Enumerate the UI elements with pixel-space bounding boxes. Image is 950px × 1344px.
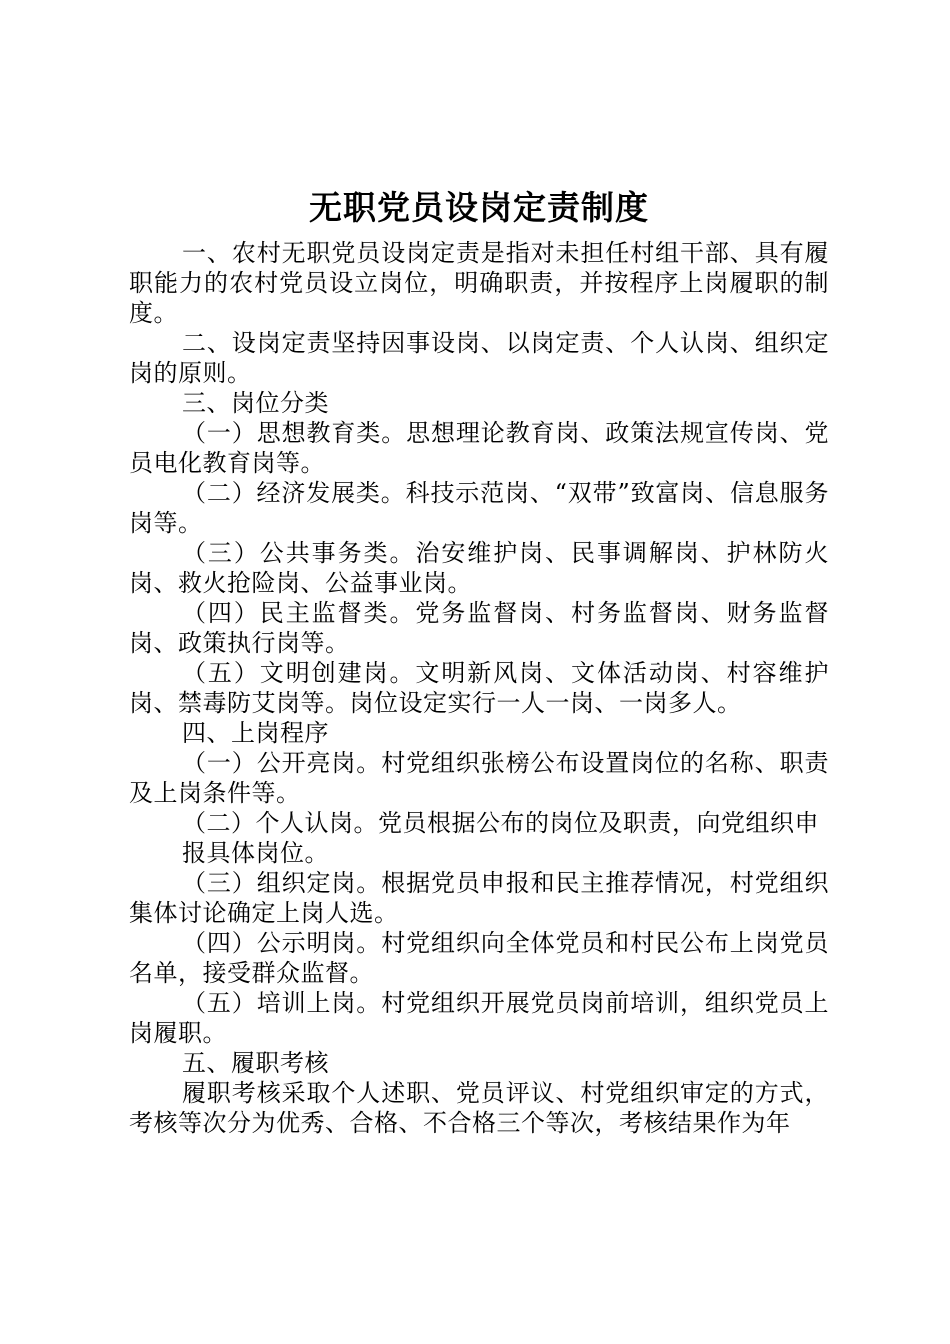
paragraph-assessment: 履职考核采取个人述职、党员评议、村党组织审定的方式，考核等次分为优秀、合格、不合格三个等次，考核结果作为年 [129, 1079, 829, 1137]
paragraph-category-5: （五）文明创建岗。文明新风岗、文体活动岗、村容维护岗、禁毒防艾岗等。岗位设定实行一人一岗、一岗多人。 [129, 659, 829, 717]
paragraph-category-4: （四）民主监督类。党务监督岗、村务监督岗、财务监督岗、政策执行岗等。 [129, 599, 829, 657]
document-title: 无职党员设岗定责制度 [309, 188, 649, 227]
paragraph-definition: 一、农村无职党员设岗定责是指对未担任村组干部、具有履职能力的农村党员设立岗位，明确职责，并按程序上岗履职的制度。 [129, 239, 829, 327]
paragraph-procedure-1: （一）公开亮岗。村党组织张榜公布设置岗位的名称、职责及上岗条件等。 [129, 749, 829, 807]
paragraph-category-3: （三）公共事务类。治安维护岗、民事调解岗、护林防火岗、救火抢险岗、公益事业岗。 [129, 539, 829, 597]
paragraph-procedure-5: （五）培训上岗。村党组织开展党员岗前培训，组织党员上岗履职。 [129, 989, 829, 1047]
document-page [129, 186, 829, 1138]
paragraph-procedure-2-cont: 报具体岗位。 [182, 839, 329, 867]
paragraph-procedure-3: （三）组织定岗。根据党员申报和民主推荐情况，村党组织集体讨论确定上岗人选。 [129, 869, 829, 927]
paragraph-category-1: （一）思想教育类。思想理论教育岗、政策法规宣传岗、党员电化教育岗等。 [129, 419, 829, 477]
heading-post-categories: 三、岗位分类 [182, 389, 329, 417]
paragraph-procedure-4: （四）公示明岗。村党组织向全体党员和村民公布上岗党员名单，接受群众监督。 [129, 929, 829, 987]
heading-assessment: 五、履职考核 [182, 1049, 329, 1077]
paragraph-category-2: （二）经济发展类。科技示范岗、“双带”致富岗、信息服务岗等。 [129, 479, 829, 537]
paragraph-procedure-2: （二）个人认岗。党员根据公布的岗位及职责，向党组织申 [182, 809, 819, 837]
paragraph-principle: 二、设岗定责坚持因事设岗、以岗定责、个人认岗、组织定岗的原则。 [129, 329, 829, 387]
heading-procedure: 四、上岗程序 [182, 719, 329, 747]
